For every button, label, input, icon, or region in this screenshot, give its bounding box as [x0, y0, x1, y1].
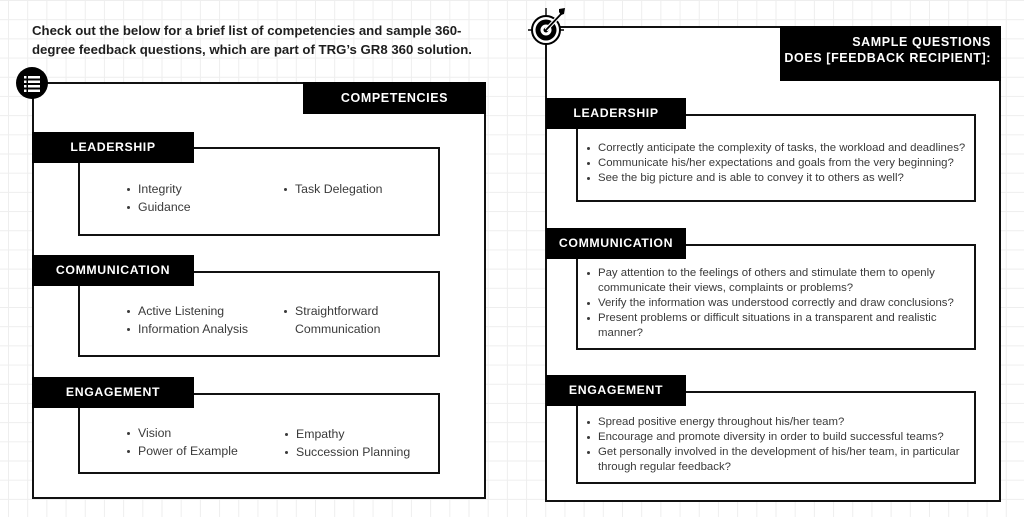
- competency-list: [126, 180, 191, 216]
- question-tab-communication: COMMUNICATION: [546, 228, 686, 259]
- competency-tab-communication: COMMUNICATION: [32, 255, 194, 286]
- list-item: Active Listening: [126, 302, 248, 320]
- list-item: See the big picture and is able to convey it to others as well?: [586, 171, 966, 186]
- competency-tab-leadership: LEADERSHIP: [32, 132, 194, 163]
- competency-list: [284, 425, 410, 461]
- list-item: Vision: [126, 424, 238, 442]
- question-list: [586, 141, 966, 186]
- question-box-communication: [576, 244, 976, 350]
- question-tab-engagement: ENGAGEMENT: [546, 375, 686, 406]
- question-list: [586, 266, 961, 341]
- list-item: Integrity: [126, 180, 191, 198]
- sample-questions-title: [780, 26, 1001, 81]
- list-item: Power of Example: [126, 442, 238, 460]
- list-item: Verify the information was understood correctly and draw conclusions?: [586, 296, 961, 311]
- sample-questions-title-line1: SAMPLE QUESTIONS: [852, 35, 991, 49]
- competency-list: [283, 302, 393, 338]
- intro-text: Check out the below for a brief list of competencies and sample 360-degree feedback questions, which are part of TRG’s GR8 360 solution.: [32, 23, 472, 57]
- target-icon: [524, 4, 570, 50]
- list-item: Empathy: [284, 425, 410, 443]
- question-tab-leadership: LEADERSHIP: [546, 98, 686, 129]
- list-item: Pay attention to the feelings of others and stimulate them to openly communicate their views, complaints or problems?: [586, 266, 961, 296]
- competency-list: [126, 424, 238, 460]
- list-item: Get personally involved in the development of his/her team, in particular through regular feedback?: [586, 445, 964, 475]
- list-item: Task Delegation: [283, 180, 383, 198]
- sample-questions-title-line2: DOES [FEEDBACK RECIPIENT]:: [784, 51, 991, 65]
- list-item: Correctly anticipate the complexity of tasks, the workload and deadlines?: [586, 141, 966, 156]
- list-item: Information Analysis: [126, 320, 248, 338]
- list-item: Guidance: [126, 198, 191, 216]
- list-item: Present problems or difficult situations in a transparent and realistic manner?: [586, 311, 961, 341]
- competency-list: [283, 180, 383, 198]
- list-icon: [16, 67, 48, 99]
- list-item: Spread positive energy throughout his/her team?: [586, 415, 964, 430]
- list-item: Succession Planning: [284, 443, 410, 461]
- list-item: Communicate his/her expectations and goals from the very beginning?: [586, 156, 966, 171]
- question-list: [586, 415, 964, 475]
- competency-list: [126, 302, 248, 338]
- competency-tab-engagement: ENGAGEMENT: [32, 377, 194, 408]
- list-item: Encourage and promote diversity in order to build successful teams?: [586, 430, 964, 445]
- competencies-title: COMPETENCIES: [303, 82, 486, 114]
- list-item: Straightforward Communication: [283, 302, 393, 338]
